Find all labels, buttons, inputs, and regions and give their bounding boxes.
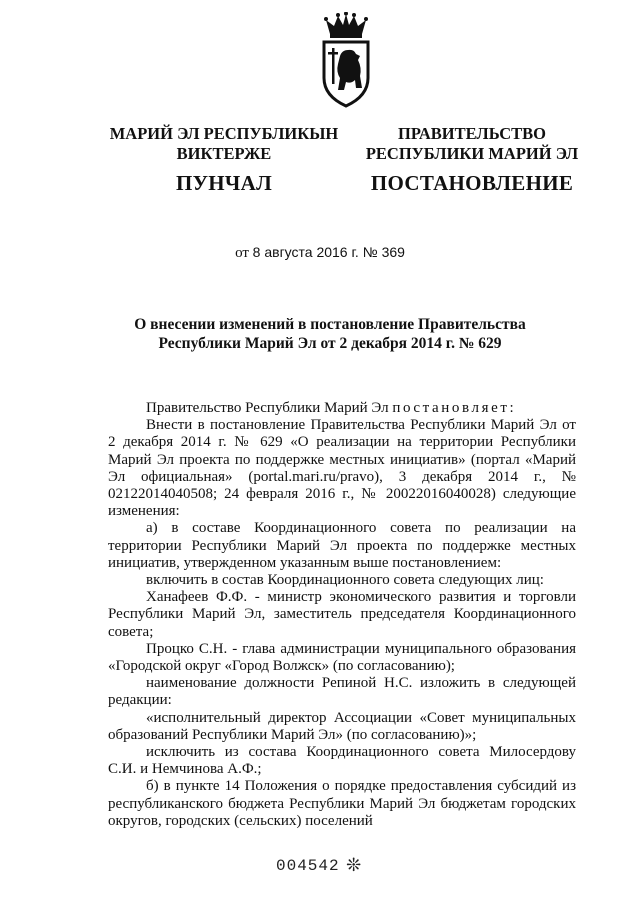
body-intro-verb: постановляет:: [392, 400, 517, 416]
form-serial-number: 004542: [276, 857, 340, 875]
body-intro: [108, 400, 576, 417]
body-paragraph-3: включить в состав Координационного совета следующих лиц:: [146, 572, 544, 589]
date-prefix: от: [235, 245, 249, 261]
crown-icon: [324, 12, 368, 38]
document-title: [110, 315, 550, 353]
body-paragraph-9: б) в пункте 14 Положения о порядке предоставления субсидий из республиканского бюджета Республики Марий Эл бюджетам городских округов, городских (сельских) поселений: [108, 778, 576, 829]
body-paragraph-4: Ханафеев Ф.Ф. - министр экономического развития и торговли Республики Марий Эл, заместитель председателя Координационного совета;: [108, 589, 576, 640]
header-left-line1: МАРИЙ ЭЛ РЕСПУБЛИКЫН: [109, 124, 339, 143]
body-paragraph-8: исключить из состава Координационного совета Милосердову С.И. и Немчинова А.Ф.;: [108, 744, 576, 778]
body-paragraph-6: наименование должности Репиной Н.С. изложить в следующей редакции:: [108, 675, 576, 709]
header-right-line2: РЕСПУБЛИКИ МАРИЙ ЭЛ: [365, 144, 579, 163]
body-paragraph-7: «исполнительный директор Ассоциации «Совет муниципальных образований Республики Марий Эл» (по согласованию)»;: [108, 709, 576, 743]
body-paragraph-1: Внести в постановление Правительства Республики Марий Эл от 2 декабря 2014 г. № 629 «О реализации на территории Республики Марий Эл проекта по поддержке местных инициатив» (портал «Марий Эл официальная» (portal.mari.ru/pravo), 3 декабря 2014 г., № 02122014040508; 24 февраля 2016 г., № 20022016040028) следующие изменения:: [108, 417, 576, 520]
body-intro-subject: Правительство Республики Марий Эл: [146, 400, 389, 416]
header-right-line1: ПРАВИТЕЛЬСТВО: [398, 124, 546, 143]
body-paragraph-2: а) в составе Координационного совета по реализации на территории Республики Марий Эл проекта по поддержке местных инициатив, утвержденном указанным выше постановлением:: [108, 520, 576, 571]
ornament-icon: ❊: [346, 855, 362, 876]
document-title-line2: Республики Марий Эл от 2 декабря 2014 г. № 629: [158, 335, 502, 352]
document-date-line: [0, 244, 640, 262]
document-title-line1: О внесении изменений в постановление Правительства: [134, 316, 526, 333]
coat-of-arms-emblem: [318, 12, 374, 108]
header-right-title: ПОСТАНОВЛЕНИЕ: [370, 171, 574, 195]
document-body: [108, 400, 576, 830]
body-paragraph-5: Процко С.Н. - глава администрации муниципального образования «Городской округ «Город Волжск» (по согласованию);: [108, 640, 576, 675]
header-right-block: [362, 124, 582, 197]
document-date-number: 8 августа 2016 г. № 369: [252, 244, 405, 260]
header-left-line2: ВИКТЕРЖЕ: [176, 144, 272, 163]
header-left-block: [104, 124, 344, 197]
header-left-title: ПУНЧАЛ: [175, 171, 273, 195]
